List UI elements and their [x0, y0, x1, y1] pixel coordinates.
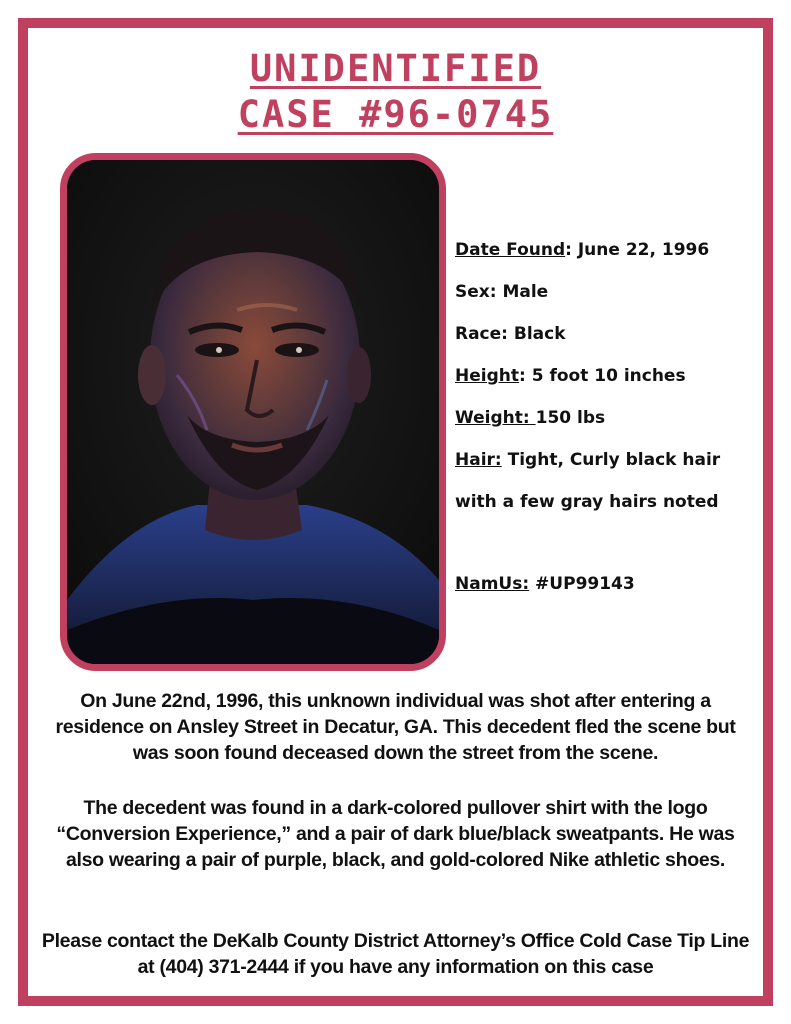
date-found-label: Date Found	[455, 240, 566, 260]
portrait-sketch	[67, 160, 439, 664]
fact-date-found	[455, 240, 709, 260]
fact-race: Race: Black	[455, 324, 566, 344]
fact-hair	[455, 450, 720, 470]
fact-sex: Sex: Male	[455, 282, 549, 302]
weight-label: Weight:	[455, 408, 536, 428]
height-value: : 5 foot 10 inches	[518, 366, 686, 386]
title-line-1: UNIDENTIFIED	[249, 47, 542, 90]
hair-value: Tight, Curly black hair	[501, 450, 721, 470]
date-found-value: : June 22, 1996	[565, 240, 710, 260]
title-line-2: CASE #96-0745	[237, 93, 554, 136]
namus-label: NamUs:	[455, 574, 530, 594]
composite-sketch-image	[60, 153, 446, 671]
weight-value: 150 lbs	[535, 408, 606, 428]
hair-label: Hair:	[455, 450, 502, 470]
paragraph-incident: On June 22nd, 1996, this unknown individual was shot after entering a residence on Ansley Street in Decatur, GA. This decedent fled the scene but was soon found deceased down the street from the scene.	[55, 690, 736, 764]
namus-value: #UP99143	[529, 574, 635, 594]
fact-hair-continued: with a few gray hairs noted	[455, 492, 719, 512]
fact-namus	[455, 574, 635, 594]
paragraph-clothing: The decedent was found in a dark-colored pullover shirt with the logo “Conversion Experience,” and a pair of dark blue/black sweatpants. He was also wearing a pair of purple, black, and gold-colored Nike athletic shoes.	[56, 797, 735, 871]
case-title	[0, 46, 791, 138]
paragraph-contact: Please contact the DeKalb County District Attorney’s Office Cold Case Tip Line at (404) 371-2444 if you have any information on this case	[41, 930, 750, 978]
fact-height	[455, 366, 686, 386]
height-label: Height	[455, 366, 519, 386]
fact-weight	[455, 408, 605, 428]
